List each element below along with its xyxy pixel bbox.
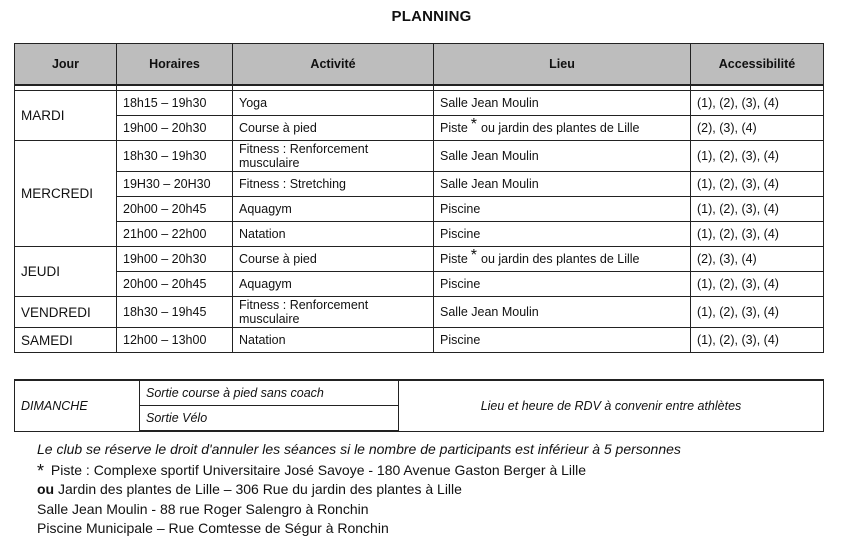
accessibilite-cell: (1), (2), (3), (4) (691, 172, 824, 197)
activite-cell: Yoga (233, 91, 434, 116)
dimanche-day: DIMANCHE (15, 380, 140, 431)
header-row (15, 44, 824, 86)
page-title: PLANNING (391, 8, 472, 25)
activite-cell (233, 141, 434, 172)
lieu-text: Piste (440, 121, 468, 135)
lieu-cell: Salle Jean Moulin (434, 297, 691, 328)
activite-line: Fitness : Renforcement (239, 298, 369, 312)
note-line: Piscine Municipale – Rue Comtesse de Ségur à Ronchin (37, 520, 389, 536)
accessibilite-cell: (2), (3), (4) (691, 116, 824, 141)
header-lieu: Lieu (434, 44, 691, 86)
accessibilite-cell: (1), (2), (3), (4) (691, 328, 824, 353)
activite-cell: Course à pied (233, 116, 434, 141)
activite-line: Fitness : Renforcement (239, 142, 369, 156)
table-row (15, 172, 824, 197)
table-row (15, 116, 824, 141)
day-cell: MARDI (15, 91, 117, 141)
horaires-cell: 19h00 – 20h30 (117, 247, 233, 272)
accessibilite-cell: (1), (2), (3), (4) (691, 222, 824, 247)
header-accessibilite: Accessibilité (691, 44, 824, 86)
table-row (15, 222, 824, 247)
day-cell: VENDREDI (15, 297, 117, 328)
horaires-cell: 12h00 – 13h00 (117, 328, 233, 353)
horaires-cell: 21h00 – 22h00 (117, 222, 233, 247)
note-line: Le club se réserve le droit d'annuler les séances si le nombre de participants est inférieur à 5 personnes (37, 441, 681, 457)
horaires-cell: 20h00 – 20h45 (117, 197, 233, 222)
header-horaires: Horaires (117, 44, 233, 86)
table-row (15, 197, 824, 222)
dimanche-table (14, 379, 824, 432)
planning-table (14, 43, 824, 353)
dimanche-lieu: Lieu et heure de RDV à convenir entre athlètes (399, 380, 824, 431)
table-row (15, 328, 824, 353)
dimanche-sortie: Sortie course à pied sans coach (140, 380, 399, 406)
lieu-cell: Piscine (434, 197, 691, 222)
accessibilite-cell: (2), (3), (4) (691, 247, 824, 272)
table-row (15, 297, 824, 328)
horaires-cell: 18h30 – 19h30 (117, 141, 233, 172)
horaires-cell: 18h30 – 19h45 (117, 297, 233, 328)
header-activite: Activité (233, 44, 434, 86)
footnote-star: * (37, 460, 45, 481)
table-row (15, 247, 824, 272)
activite-cell: Natation (233, 328, 434, 353)
activite-cell: Aquagym (233, 272, 434, 297)
footnote-star: * (470, 116, 478, 133)
activite-cell (233, 297, 434, 328)
lieu-cell: Salle Jean Moulin (434, 91, 691, 116)
lieu-text: ou jardin des plantes de Lille (481, 252, 640, 266)
lieu-cell: Piscine (434, 328, 691, 353)
lieu-cell: Piscine (434, 222, 691, 247)
activite-cell: Fitness : Stretching (233, 172, 434, 197)
horaires-cell: 18h15 – 19h30 (117, 91, 233, 116)
header-jour: Jour (15, 44, 117, 86)
note-line (37, 480, 681, 500)
horaires-cell: 19H30 – 20H30 (117, 172, 233, 197)
table-row (15, 141, 824, 172)
activite-cell: Course à pied (233, 247, 434, 272)
activite-cell: Aquagym (233, 197, 434, 222)
accessibilite-cell: (1), (2), (3), (4) (691, 197, 824, 222)
note-ou: ou (37, 481, 55, 497)
horaires-cell: 19h00 – 20h30 (117, 116, 233, 141)
accessibilite-cell: (1), (2), (3), (4) (691, 141, 824, 172)
accessibilite-cell: (1), (2), (3), (4) (691, 297, 824, 328)
accessibilite-cell: (1), (2), (3), (4) (691, 272, 824, 297)
activite-line: musculaire (239, 312, 300, 326)
day-cell: JEUDI (15, 247, 117, 297)
day-cell: MERCREDI (15, 141, 117, 247)
table-row (15, 272, 824, 297)
note-line (37, 460, 681, 481)
lieu-cell: Salle Jean Moulin (434, 141, 691, 172)
lieu-text: Piste (440, 252, 468, 266)
lieu-cell: Salle Jean Moulin (434, 172, 691, 197)
table-row (15, 91, 824, 116)
lieu-text: ou jardin des plantes de Lille (481, 121, 640, 135)
horaires-cell: 20h00 – 20h45 (117, 272, 233, 297)
lieu-cell (434, 247, 691, 272)
dimanche-sortie: Sortie Vélo (140, 406, 399, 432)
activite-cell: Natation (233, 222, 434, 247)
accessibilite-cell: (1), (2), (3), (4) (691, 91, 824, 116)
footnotes (37, 440, 681, 539)
note-text: Piste : Complexe sportif Universitaire José Savoye - 180 Avenue Gaston Berger à Lille (50, 461, 587, 478)
lieu-cell: Piscine (434, 272, 691, 297)
note-text: Jardin des plantes de Lille – 306 Rue du jardin des plantes à Lille (58, 481, 462, 497)
dimanche-row (15, 380, 824, 406)
note-line: Salle Jean Moulin - 88 rue Roger Salengro à Ronchin (37, 500, 369, 517)
footnote-star: * (470, 247, 478, 264)
day-cell: SAMEDI (15, 328, 117, 353)
activite-line: musculaire (239, 156, 300, 170)
lieu-cell (434, 116, 691, 141)
